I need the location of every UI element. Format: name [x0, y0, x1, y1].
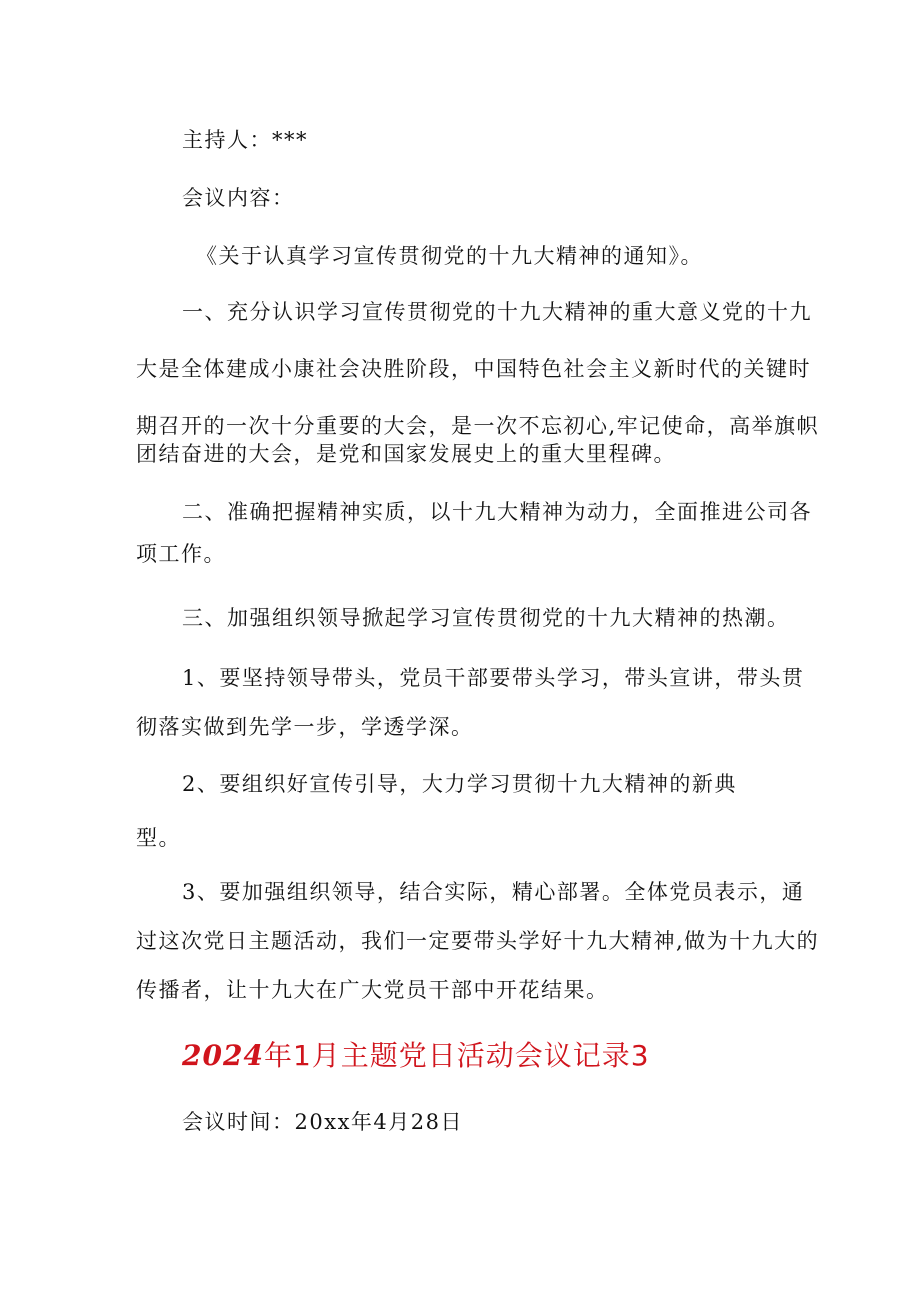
item1-line: 1、要坚持领导带头，党员干部要带头学习，带头宣讲，带头贯 — [182, 666, 805, 690]
section1-line: 大是全体建成小康社会决胜阶段，中国特色社会主义新时代的关键时 — [136, 357, 811, 381]
host-line: 主持人：*** — [182, 128, 308, 152]
section2-line: 项工作。 — [136, 542, 226, 566]
item3-line: 3、要加强组织领导，结合实际，精心部署。全体党员表示，通 — [182, 880, 805, 904]
heading-rest: 年1月主题党日活动会议记录3 — [263, 1039, 650, 1072]
heading-year: 2024 — [182, 1039, 264, 1072]
content-label: 会议内容： — [182, 186, 295, 210]
meeting-time: 会议时间：20xx年4月28日 — [182, 1110, 463, 1134]
section3-line: 三、加强组织领导掀起学习宣传贯彻党的十九大精神的热潮。 — [182, 606, 790, 630]
item3-line: 传播者，让十九大在广大党员干部中开花结果。 — [136, 978, 609, 1002]
item3-line: 过这次党日主题活动，我们一定要带头学好十九大精神,做为十九大的 — [136, 929, 820, 953]
section1-line: 期召开的一次十分重要的大会，是一次不忘初心,牢记使命，高举旗帜 — [136, 414, 820, 438]
section2-line: 二、准确把握精神实质，以十九大精神为动力，全面推进公司各 — [182, 500, 812, 524]
item1-line: 彻落实做到先学一步，学透学深。 — [136, 715, 474, 739]
notice-title: 《关于认真学习宣传贯彻党的十九大精神的通知》。 — [196, 244, 703, 268]
section1-line: 一、充分认识学习宣传贯彻党的十九大精神的重大意义党的十九 — [182, 300, 812, 324]
item2-line: 2、要组织好宣传引导，大力学习贯彻十九大精神的新典 — [182, 772, 737, 796]
section-heading — [182, 1038, 650, 1074]
section1-line: 团结奋进的大会，是党和国家发展史上的重大里程碑。 — [136, 442, 676, 466]
item2-line: 型。 — [136, 826, 181, 850]
